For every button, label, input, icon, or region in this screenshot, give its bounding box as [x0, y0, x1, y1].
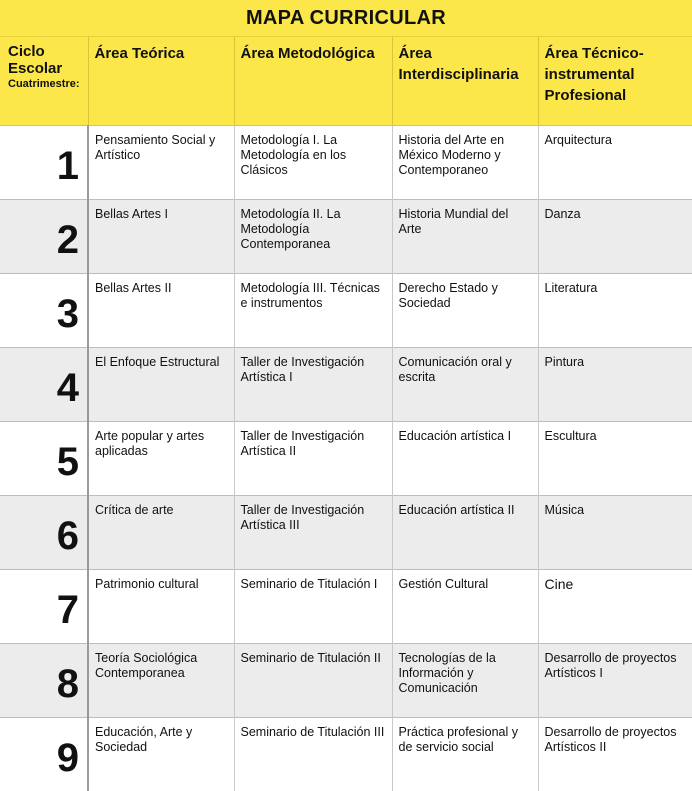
cell-interdisciplinaria: Historia del Arte en México Moderno y Contemporaneo	[392, 125, 538, 199]
table-row	[0, 643, 692, 717]
header-ciclo-line2: Escolar	[8, 60, 63, 77]
cell-tecnico: Desarrollo de proyectos Artísticos II	[538, 717, 692, 791]
cell-metodologica: Seminario de Titulación II	[234, 643, 392, 717]
cycle-number: 8	[0, 643, 88, 717]
cell-metodologica: Taller de Investigación Artística III	[234, 495, 392, 569]
table-row	[0, 421, 692, 495]
cell-tecnico: Escultura	[538, 421, 692, 495]
cell-teorica: Bellas Artes II	[88, 273, 234, 347]
cell-metodologica: Taller de Investigación Artística I	[234, 347, 392, 421]
cycle-number: 6	[0, 495, 88, 569]
cell-metodologica: Seminario de Titulación III	[234, 717, 392, 791]
table-row	[0, 347, 692, 421]
table-row	[0, 495, 692, 569]
cell-tecnico: Pintura	[538, 347, 692, 421]
cell-interdisciplinaria: Práctica profesional y de servicio social	[392, 717, 538, 791]
table-row	[0, 717, 692, 791]
table-row	[0, 569, 692, 643]
cell-metodologica: Metodología III. Técnicas e instrumentos	[234, 273, 392, 347]
cell-tecnico: Música	[538, 495, 692, 569]
header-tecnico: Área Técnico-instrumental Profesional	[538, 37, 692, 125]
cycle-number: 2	[0, 199, 88, 273]
table-row	[0, 125, 692, 199]
header-row	[0, 37, 692, 125]
cell-tecnico: Desarrollo de proyectos Artísticos I	[538, 643, 692, 717]
table-header	[0, 37, 692, 125]
cell-teorica: Patrimonio cultural	[88, 569, 234, 643]
cell-tecnico: Literatura	[538, 273, 692, 347]
header-metodologica: Área Metodológica	[234, 37, 392, 125]
header-ciclo	[0, 37, 88, 125]
cycle-number: 3	[0, 273, 88, 347]
cell-interdisciplinaria: Tecnologías de la Información y Comunicación	[392, 643, 538, 717]
cell-tecnico: Danza	[538, 199, 692, 273]
header-ciclo-line1: Ciclo	[8, 43, 45, 60]
header-teorica: Área Teórica	[88, 37, 234, 125]
cell-metodologica: Seminario de Titulación I	[234, 569, 392, 643]
cycle-number: 7	[0, 569, 88, 643]
cell-metodologica: Metodología I. La Metodología en los Clásicos	[234, 125, 392, 199]
cycle-number: 1	[0, 125, 88, 199]
cycle-number: 4	[0, 347, 88, 421]
cell-interdisciplinaria: Comunicación oral y escrita	[392, 347, 538, 421]
cell-interdisciplinaria: Historia Mundial del Arte	[392, 199, 538, 273]
cell-interdisciplinaria: Derecho Estado y Sociedad	[392, 273, 538, 347]
cell-tecnico: Cine	[538, 569, 692, 643]
cell-teorica: Crítica de arte	[88, 495, 234, 569]
cell-metodologica: Metodología II. La Metodología Contemporanea	[234, 199, 392, 273]
cell-interdisciplinaria: Educación artística I	[392, 421, 538, 495]
table-body	[0, 125, 692, 791]
header-interdisciplinaria: Área Interdisciplinaria	[392, 37, 538, 125]
header-ciclo-line3: Cuatrimestre:	[8, 78, 80, 90]
table-row	[0, 199, 692, 273]
cell-metodologica: Taller de Investigación Artística II	[234, 421, 392, 495]
curriculum-table	[0, 37, 692, 791]
cell-teorica: Educación, Arte y Sociedad	[88, 717, 234, 791]
table-row	[0, 273, 692, 347]
cell-teorica: Pensamiento Social y Artístico	[88, 125, 234, 199]
cell-tecnico: Arquitectura	[538, 125, 692, 199]
cycle-number: 5	[0, 421, 88, 495]
cell-teorica: Bellas Artes I	[88, 199, 234, 273]
page-title: MAPA CURRICULAR	[0, 0, 692, 37]
cell-teorica: Teoría Sociológica Contemporanea	[88, 643, 234, 717]
cell-teorica: El Enfoque Estructural	[88, 347, 234, 421]
cell-interdisciplinaria: Gestión Cultural	[392, 569, 538, 643]
cell-teorica: Arte popular y artes aplicadas	[88, 421, 234, 495]
cycle-number: 9	[0, 717, 88, 791]
cell-interdisciplinaria: Educación artística II	[392, 495, 538, 569]
